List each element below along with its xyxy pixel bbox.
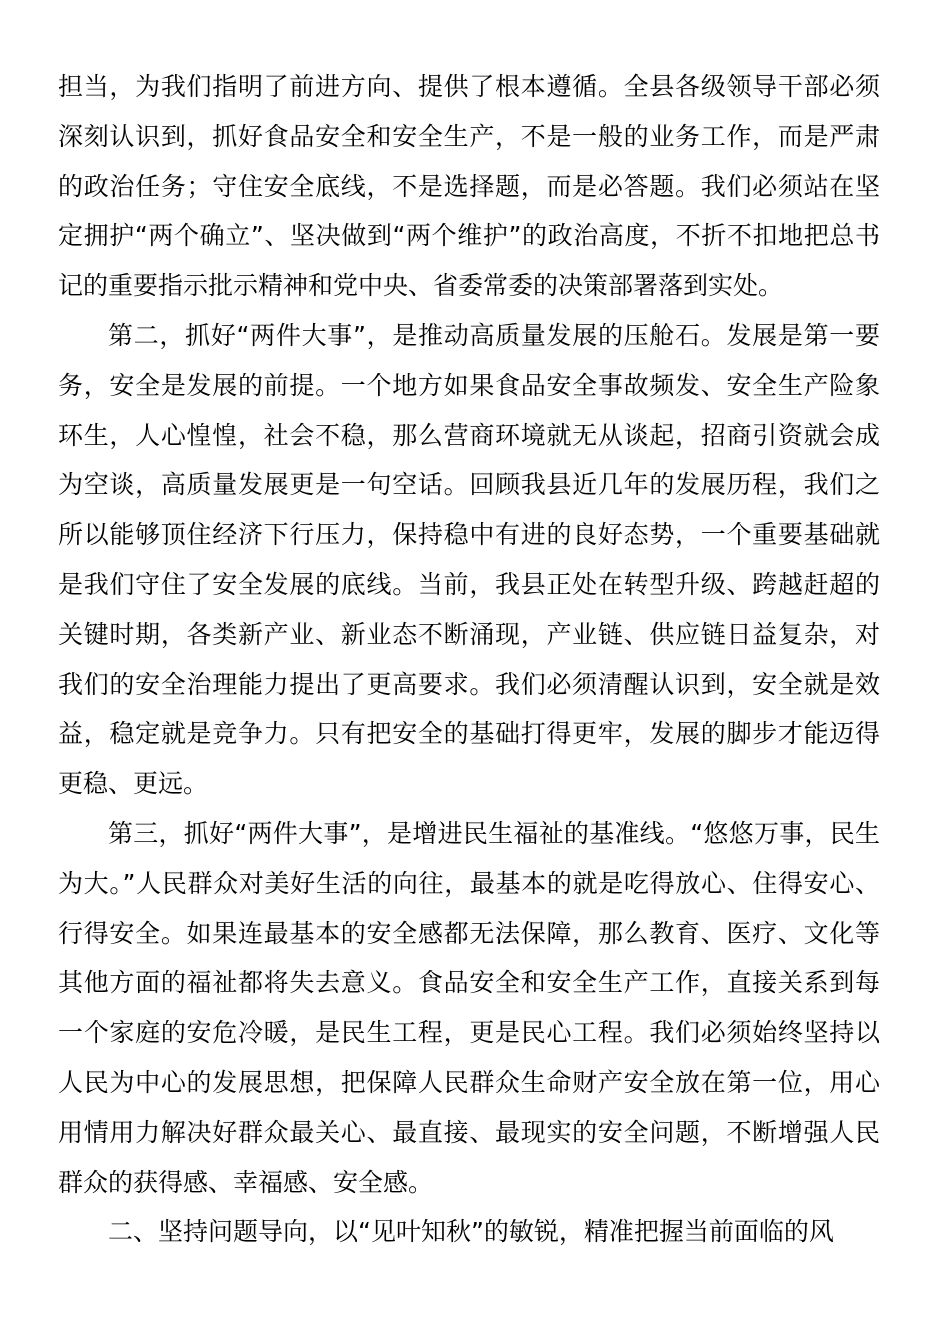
section-heading-two: 二、坚持问题导向，以“见叶知秋”的敏锐，精准把握当前面临的风 (108, 1217, 834, 1247)
paragraph-second-point: 第二，抓好“两件大事”，是推动高质量发展的压舱石。发展是第一要务，安全是发展的前提。一个地方如果食品安全事故频发、安全生产险象环生，人心惶惶，社会不稳，那么营商环境就无从谈起，招商引资就会成为空谈，高质量发展更是一句空话。回顾我县近几年的发展历程，我们之所以能够顶住经济下行压力，保持稳中有进的良好态势，一个重要基础就是我们守住了安全发展的底线。当前，我县正处在转型升级、跨越赶超的关键时期，各类新产业、新业态不断涌现，产业链、供应链日益复杂，对我们的安全治理能力提出了更高要求。我们必须清醒认识到，安全就是效益，稳定就是竞争力。只有把安全的基础打得更牢，发展的脚步才能迈得更稳、更远。 (58, 320, 880, 799)
paragraph-third-point: 第三，抓好“两件大事”，是增进民生福祉的基准线。“悠悠万事，民生为大。”人民群众对美好生活的向往，最基本的就是吃得放心、住得安心、行得安全。如果连最基本的安全感都无法保障，那么教育、医疗、文化等其他方面的福祉都将失去意义。食品安全和安全生产工作，直接关系到每一个家庭的安危冷暖，是民生工程，更是民心工程。我们必须始终坚持以人民为中心的发展思想，把保障人民群众生命财产安全放在第一位，用心用情用力解决好群众最关心、最直接、最现实的安全问题，不断增强人民群众的获得感、幸福感、安全感。 (58, 818, 880, 1197)
paragraph-continuation: 担当，为我们指明了前进方向、提供了根本遵循。全县各级领导干部必须深刻认识到，抓好食品安全和安全生产，不是一般的业务工作，而是严肃的政治任务；守住安全底线，不是选择题，而是必答题。我们必须站在坚定拥护“两个确立”、坚决做到“两个维护”的政治高度，不折不扣地把总书记的重要指示批示精神和党中央、省委常委的决策部署落到实处。 (58, 72, 880, 301)
document-page (58, 62, 880, 1257)
